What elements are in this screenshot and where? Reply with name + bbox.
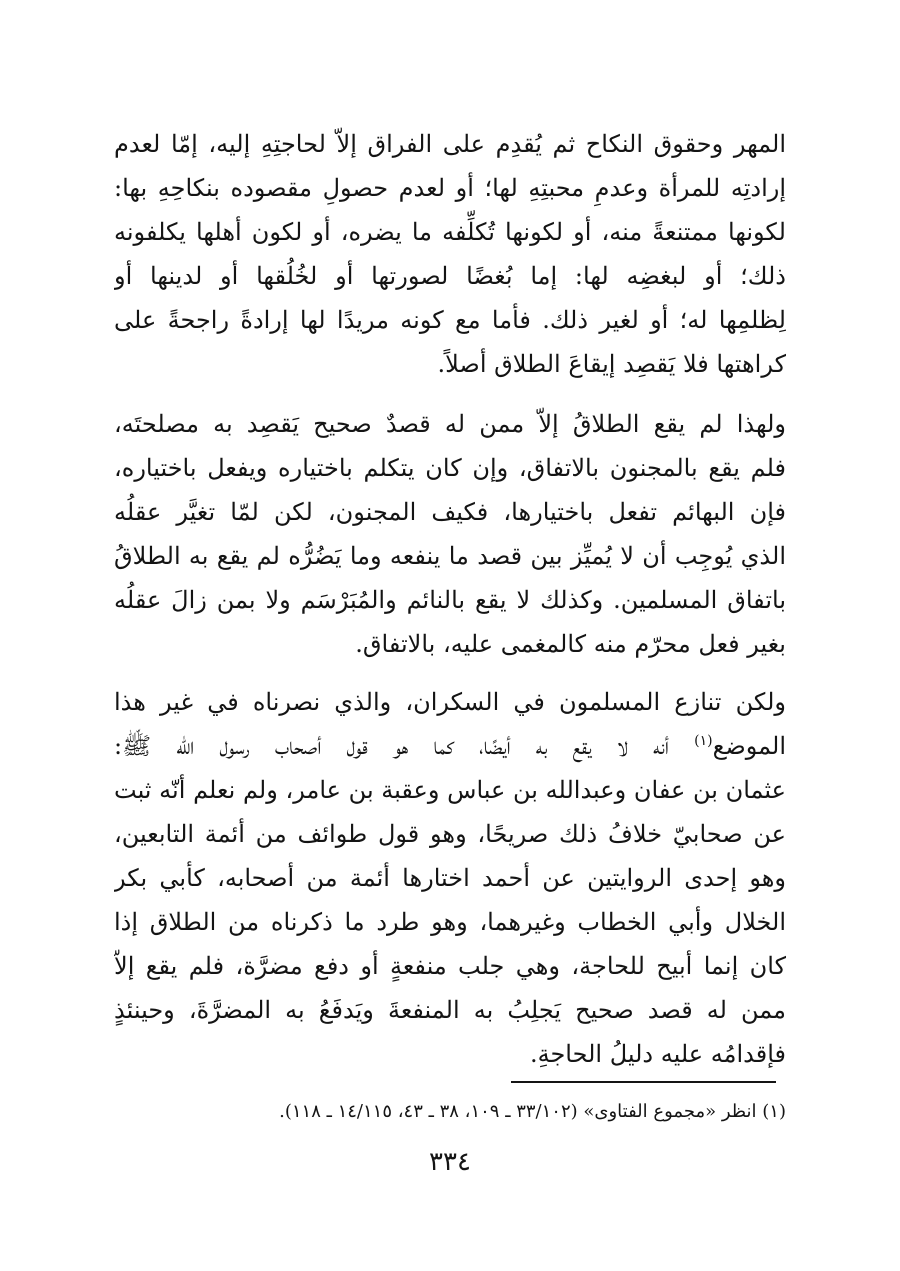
text-line: لكونها ممتنعةً منه، أو لكونها تُكلِّفه ما يضره، أو لكون أهلها يكلفونه: [114, 218, 786, 246]
text-line: فإن البهائم تفعل باختيارها، فكيف المجنون، لكن لمّا تغيَّر عقلُه: [114, 498, 786, 526]
text-line: وهو إحدى الروايتين عن أحمد اختارها أئمة من أصحابه، كأبي بكر: [114, 864, 786, 892]
text-line: الخلال وأبي الخطاب وغيرهما، وهو طرد ما ذكرناه من الطلاق إذا: [114, 908, 786, 936]
paragraph-1: [114, 122, 786, 386]
text-line: ذلك؛ أو لبغضِه لها: إما بُغضًا لصورتها أو لخُلُقها أو لدينها أو: [114, 262, 786, 290]
footnote-text: انظر «مجموع الفتاوى» (٣٣/١٠٢ ـ ١٠٩، ٣٨ ـ ٤٣، ١٤/١١٥ ـ ١١٨).: [279, 1101, 757, 1122]
text-line: ولكن تنازع المسلمون في السكران، والذي نصرناه في غير هذا: [114, 688, 786, 716]
footnote-reference: (١): [694, 733, 713, 749]
text-line: فإقدامُه عليه دليلُ الحاجةِ.: [529, 1040, 786, 1068]
text-line: باتفاق المسلمين. وكذلك لا يقع بالنائم والمُبَرْسَم ولا بمن زالَ عقلُه: [114, 586, 786, 614]
footnote: [114, 1094, 786, 1130]
footnote-separator: [511, 1081, 776, 1083]
text-line: عثمان بن عفان وعبدالله بن عباس وعقبة بن عامر، ولم نعلم أنّه ثبت: [114, 776, 786, 804]
text-line: بغير فعل محرّم منه كالمغمى عليه، بالاتفاق.: [355, 630, 786, 658]
paragraph-3: [114, 680, 786, 1076]
text-line: إرادتِه للمرأة وعدمِ محبتِهِ لها؛ أو لعدم حصولِ مقصوده بنكاحِهِ بها:: [114, 174, 786, 202]
text-line: [114, 724, 786, 768]
text-line: المهر وحقوق النكاح ثم يُقدِم على الفراق إلاّ لحاجتِهِ إليه، إمّا لعدم: [114, 130, 786, 158]
text-line: الذي يُوجِب أن لا يُميِّز بين قصد ما ينفعه وما يَضُرُّه لم يقع به الطلاقُ: [114, 542, 786, 570]
footnote-marker: (١): [762, 1101, 786, 1122]
text-line: عن صحابيّ خلافُ ذلك صريحًا، وهو قول طوائف من أئمة التابعين،: [114, 820, 786, 848]
text-fragment: أنه لا يقع به أيضًا، كما هو قول أصحاب رسول الله ﷺ:: [114, 732, 669, 760]
paragraph-2: [114, 402, 786, 666]
text-line: ولهذا لم يقع الطلاقُ إلاّ ممن له قصدٌ صحيح يَقصِد به مصلحتَه،: [114, 410, 786, 438]
page-number: ٣٣٤: [429, 1147, 471, 1177]
text-line: لِظلمِها له؛ أو لغير ذلك. فأما مع كونه مريدًا لها إرادةً راجحةً على: [114, 306, 786, 334]
text-line: ممن له قصد صحيح يَجلِبُ به المنفعةَ ويَدفَعُ به المضرَّةَ، وحينئذٍ: [114, 996, 786, 1024]
text-fragment: الموضع: [712, 732, 786, 760]
text-line: كان إنما أبيح للحاجة، وهي جلب منفعةٍ أو دفع مضرَّة، فلم يقع إلاّ: [114, 952, 786, 980]
text-line: فلم يقع بالمجنون بالاتفاق، وإن كان يتكلم باختياره ويفعل باختياره،: [114, 454, 786, 482]
text-line: كراهتها فلا يَقصِد إيقاعَ الطلاق أصلاً.: [437, 350, 786, 378]
